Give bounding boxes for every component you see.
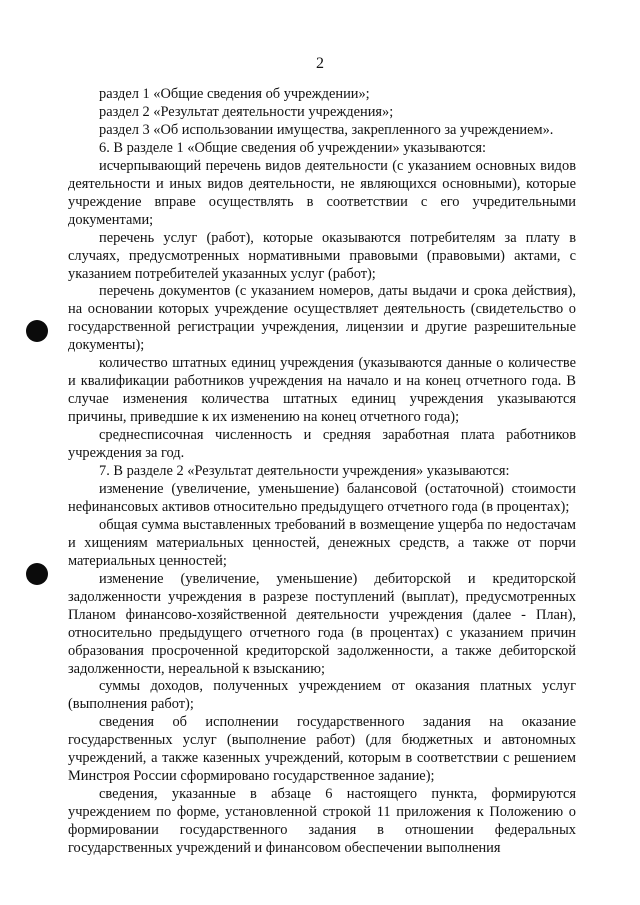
paragraph-staff-units: количество штатных единиц учреждения (указываются данные о количестве и квалификации работников учреждения на начало и на конец отчетного года. В случае изменения количества штатных единиц учреждения указываются причины, приведшие к их изменению на конец отчетного года);	[68, 355, 576, 426]
document-body	[68, 86, 576, 858]
paragraph-item-6: 6. В разделе 1 «Общие сведения об учреждении» указываются:	[99, 139, 486, 156]
paragraph-paid-services: перечень услуг (работ), которые оказываются потребителям за плату в случаях, предусмотренных нормативными правовыми (правовыми) актами, с указанием потребителей указанных услуг (работ);	[68, 229, 576, 282]
paragraph-documents-list: перечень документов (с указанием номеров, даты выдачи и срока действия), на основании которых учреждение осуществляет деятельность (свидетельство о государственной регистрации учреждения, лицензии и другие разрешительные документы);	[68, 283, 576, 354]
paragraph-item-7: 7. В разделе 2 «Результат деятельности учреждения» указываются:	[99, 463, 510, 480]
paragraph-state-assignment: сведения об исполнении государственного задания на оказание государственных услуг (выполнение работ) (для бюджетных и автономных учреждений, а также казенных учреждений, которым в соответствии с решением Минстроя России сформировано государственное задание);	[68, 714, 576, 785]
paragraph-damage-claims: общая сумма выставленных требований в возмещение ущерба по недостачам и хищениям материальных ценностей, денежных средств, а также от порчи материальных ценностей;	[68, 516, 576, 569]
paragraph-asset-value-change: изменение (увеличение, уменьшение) балансовой (остаточной) стоимости нефинансовых активов относительно предыдущего отчетного года (в процентах);	[68, 480, 576, 515]
paragraph-paid-income: суммы доходов, полученных учреждением от оказания платных услуг (выполнения работ);	[68, 678, 576, 713]
paragraph-section-3: раздел 3 «Об использовании имущества, закрепленного за учреждением».	[99, 121, 554, 138]
paragraph-activities-list: исчерпывающий перечень видов деятельности (с указанием основных видов деятельности и иных видов деятельности, не являющихся основными), которые учреждение вправе осуществлять в соответствии с его учредительными документами;	[68, 157, 576, 228]
binder-hole	[26, 320, 48, 342]
page-number: 2	[316, 55, 324, 72]
binder-hole	[26, 563, 48, 585]
paragraph-receivables-payables: изменение (увеличение, уменьшение) дебиторской и кредиторской задолженности учреждения в разрезе поступлений (выплат), предусмотренных Планом финансово-хозяйственной деятельности учреждения (далее - План), относительно предыдущего отчетного года (в процентах) с указанием причин образования просроченной кредиторской задолженности, а также дебиторской задолженности, нереальной к взысканию;	[68, 570, 576, 677]
paragraph-section-1: раздел 1 «Общие сведения об учреждении»;	[99, 86, 370, 102]
paragraph-section-2: раздел 2 «Результат деятельности учреждения»;	[99, 103, 394, 120]
paragraph-form-line-11: сведения, указанные в абзаце 6 настоящего пункта, формируются учреждением по форме, установленной строкой 11 приложения к Положению о формировании государственного задания в отношении федеральных государственных учреждений и финансовом обеспечении выполнения	[68, 786, 576, 857]
paragraph-average-headcount: среднесписочная численность и средняя заработная плата работников учреждения за год.	[68, 427, 576, 462]
